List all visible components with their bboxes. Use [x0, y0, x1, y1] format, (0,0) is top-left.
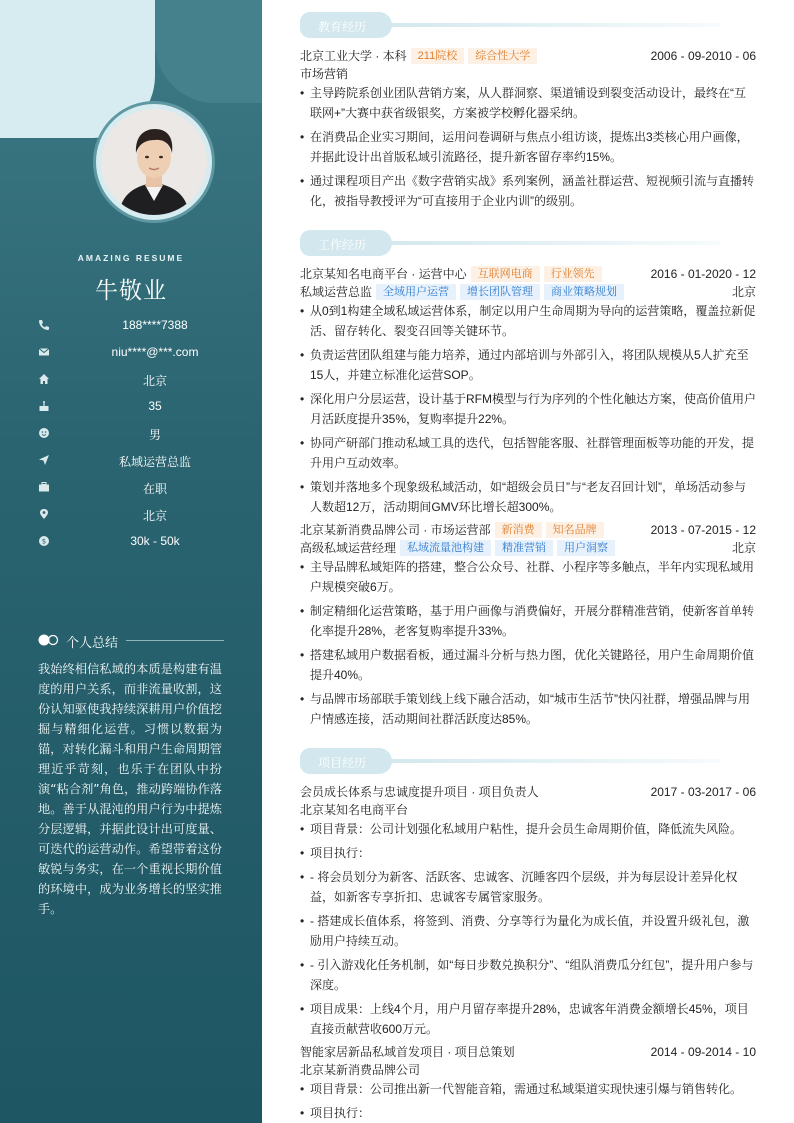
project-period: 2014 - 09-2014 - 10: [650, 1045, 756, 1059]
section-education: [300, 12, 720, 38]
tag: 综合性大学: [468, 48, 537, 64]
info-value: 北京: [142, 374, 167, 388]
education-major: 市场营销: [300, 67, 349, 81]
section-tail: [386, 23, 720, 27]
tag: 精准营销: [495, 540, 553, 556]
info-gender: [0, 424, 262, 444]
info-email: [0, 343, 262, 363]
info-value: 北京: [142, 509, 167, 523]
list-item: • 从0到1构建全域私域运营体系，制定以用户生命周期为导向的运营策略，覆盖拉新促活、留存转化、裂变召回等关键环节。: [300, 301, 756, 341]
sidebar: [0, 0, 262, 1123]
tag: 互联网电商: [471, 266, 540, 282]
section-tail: [386, 759, 720, 763]
resume-tagline: AMAZING RESUME: [77, 253, 185, 263]
project-header: [300, 783, 756, 801]
info-value: 30k - 50k: [130, 534, 180, 548]
section-pill: [300, 230, 392, 256]
job-header: [300, 521, 756, 539]
info-value: 188****7388: [122, 318, 188, 332]
list-item: • - 将会员划分为新客、活跃客、忠诚客、沉睡客四个层级，并为每层设计差异化权益，如新客专享折扣、忠诚客专属管家服务。: [300, 867, 756, 907]
summary-divider: [126, 640, 224, 641]
list-item: • 项目执行：: [300, 843, 756, 863]
project-org-row: [300, 801, 756, 819]
list-item: • - 引入游戏化任务机制，如“每日步数兑换积分”、“组队消费瓜分红包”，提升用户参与深度。: [300, 955, 756, 995]
list-item: • 负责运营团队组建与能力培养，通过内部培训与外部引入，将团队规模从5人扩充至15人，并建立标准化运营SOP。: [300, 345, 756, 385]
job-period: 2016 - 01-2020 - 12: [650, 267, 756, 281]
tag: 全域用户运营: [376, 284, 456, 300]
tag: 知名品牌: [546, 522, 604, 538]
section-pill: [300, 12, 392, 38]
education-period: 2006 - 09-2010 - 06: [650, 49, 756, 63]
project-org-row: [300, 1061, 756, 1079]
job-role-row: [300, 283, 756, 301]
section-title: 工作经历: [318, 238, 367, 252]
project-header: [300, 1043, 756, 1061]
info-value: 在职: [142, 482, 167, 496]
list-item: • 项目背景：公司推出新一代智能音箱，需通过私域渠道实现快速引爆与销售转化。: [300, 1079, 756, 1099]
avatar: [101, 109, 207, 215]
info-value: niu****@***.com: [111, 345, 199, 359]
education-header: [300, 47, 756, 65]
section-pill: [300, 748, 392, 774]
company-name: 北京某新消费品牌公司 · 市场运营部: [300, 523, 491, 537]
education-major-row: [300, 65, 756, 83]
list-item: • 项目成果：上线4个月，用户月留存率提升28%，忠诚客年消费金额增长45%，项目直接贡献营收600万元。: [300, 999, 756, 1039]
list-item: • 主导品牌私域矩阵的搭建，整合公众号、社群、小程序等多触点，半年内实现私域用户规模突破6万。: [300, 557, 756, 597]
avatar-portrait-icon: [101, 109, 207, 215]
job-city: 北京: [731, 285, 756, 299]
list-item: • 搭建私域用户数据看板，通过漏斗分析与热力图，优化关键路径，用户生命周期价值提升40%。: [300, 645, 756, 685]
section-title: 项目经历: [318, 756, 367, 770]
project-org: 北京某新消费品牌公司: [300, 1063, 421, 1077]
list-item: • 主导跨院系创业团队营销方案，从人群洞察、渠道铺设到裂变活动设计，最终在“互联网+”大赛中获省级银奖，方案被学校孵化器采纳。: [300, 83, 756, 123]
list-item: • - 搭建成长值体系，将签到、消费、分享等行为量化为成长值，并设置升级礼包，激励用户持续互动。: [300, 911, 756, 951]
svg-text:$: $: [41, 537, 47, 546]
company-name: 北京某知名电商平台 · 运营中心: [300, 267, 467, 281]
list-item: • 在消费品企业实习期间，运用问卷调研与焦点小组访谈，提炼出3类核心用户画像，并据此设计出首版私域引流路径，提升新客留存率约15%。: [300, 127, 756, 167]
project-title: 智能家居新品私域首发项目 · 项目总策划: [300, 1045, 515, 1059]
tag: 私域流量池构建: [400, 540, 491, 556]
list-item: • 深化用户分层运营，设计基于RFM模型与行为序列的个性化触达方案，使高价值用户月活跃度提升35%，复购率提升22%。: [300, 389, 756, 429]
info-value: 男: [148, 428, 161, 442]
section-tail: [386, 241, 720, 245]
tag: 211院校: [411, 48, 465, 64]
list-item: • 与品牌市场部联手策划线上线下融合活动，如“城市生活节”快闪社群，增强品牌与用户情感连接，活动期间社群活跃度达85%。: [300, 689, 756, 729]
info-status: [0, 478, 262, 498]
job-role: 私域运营总监: [300, 285, 373, 299]
tag: 行业领先: [544, 266, 602, 282]
tag: 商业策略规划: [544, 284, 624, 300]
summary-title: 个人总结: [66, 636, 119, 651]
tag: 新消费: [495, 522, 542, 538]
info-salary: [0, 532, 262, 552]
project-title: 会员成长体系与忠诚度提升项目 · 项目负责人: [300, 785, 539, 799]
school-name: 北京工业大学 · 本科: [300, 49, 407, 63]
summary-heading: [38, 631, 224, 649]
section-work: [300, 230, 720, 256]
info-phone: [0, 316, 262, 336]
summary-text: 我始终相信私域的本质是构建有温度的用户关系，而非流量收割，这份认知驱使我持续深耕用户价值挖掘与精细化运营。习惯以数据为锚，对转化漏斗和用户生命周期管理近乎苛刻，也乐于在团队中扮演“粘合剂”角色，推动跨端协作落地。善于从混沌的用户行为中提炼分层逻辑，并据此设计出可度量、可迭代的运营动作。希望带着这份敏锐与务实，在一个重视长期价值的环境中，成为业务增长的坚实推手。: [38, 662, 222, 916]
list-item: • 通过课程项目产出《数字营销实战》系列案例，涵盖社群运营、短视频引流与直播转化，被指导教授评为“可直接用于企业内训”的级别。: [300, 171, 756, 211]
job-role-row: [300, 539, 756, 557]
job-period: 2013 - 07-2015 - 12: [650, 523, 756, 537]
list-item: • 策划并落地多个现象级私域活动，如“超级会员日”与“老友召回计划”，单场活动参与人数超12万，活动期间GMV环比增长超300%。: [300, 477, 756, 517]
project-period: 2017 - 03-2017 - 06: [650, 785, 756, 799]
info-age: [0, 397, 262, 417]
info-location: [0, 505, 262, 525]
decor-shape-dark: [155, 0, 262, 103]
info-position: [0, 451, 262, 471]
list-item: • 协同产研部门推动私域工具的迭代，包括智能客服、社群管理面板等功能的开发，提升用户互动效率。: [300, 433, 756, 473]
list-item: • 制定精细化运营策略，基于用户画像与消费偏好，开展分群精准营销，使新客首单转化率提升28%，老客复购率提升33%。: [300, 601, 756, 641]
job-role: 高级私域运营经理: [300, 541, 397, 555]
list-item: • 项目执行：: [300, 1103, 756, 1123]
info-value: 私域运营总监: [118, 455, 191, 469]
list-item: • 项目背景：公司计划强化私域用户粘性，提升会员生命周期价值，降低流失风险。: [300, 819, 756, 839]
tag: 增长团队管理: [460, 284, 540, 300]
job-header: [300, 265, 756, 283]
section-projects: [300, 748, 720, 774]
section-title: 教育经历: [318, 20, 367, 34]
tag: 用户洞察: [557, 540, 615, 556]
job-city: 北京: [731, 541, 756, 555]
toggle-dots-icon: [38, 634, 60, 646]
info-home: [0, 370, 262, 390]
project-org: 北京某知名电商平台: [300, 803, 409, 817]
info-value: 35: [148, 399, 162, 413]
candidate-name: 牛敬业: [95, 278, 167, 304]
